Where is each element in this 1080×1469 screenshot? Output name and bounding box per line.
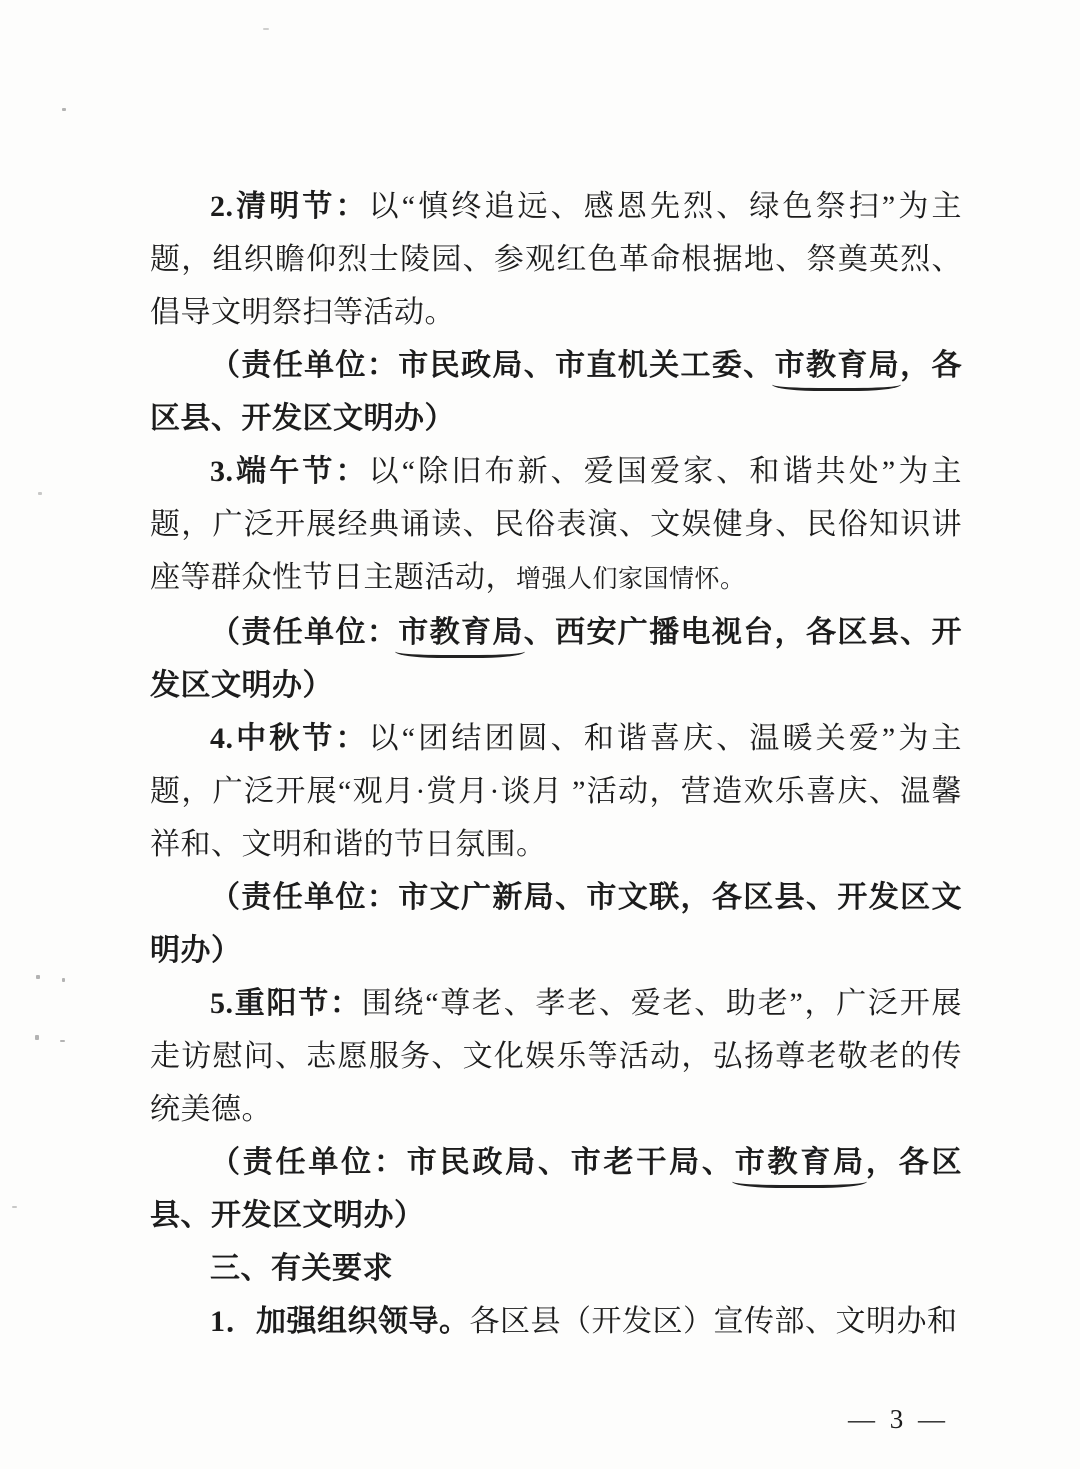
paragraph-qingming-festival [150, 180, 962, 339]
text-segment: （责任单位：市文广新局、市文联，各区县、开发区文明办） [150, 881, 962, 967]
text-segment: 各区县（开发区）宣传部、文明办和 [469, 1305, 958, 1338]
text-segment: （责任单位：市民政局、市老干局、 [210, 1146, 735, 1179]
paragraph-requirement-one [150, 1295, 962, 1348]
underlined-text-education-bureau: 市教育局 [734, 1146, 866, 1179]
festival-heading-duanwu: 3.端午节： [210, 455, 369, 488]
text-segment: 以“除旧布新、爱国爱家、和谐共处”为主题，广泛开展经典诵读、民俗表演、文娱健身、民俗知识讲座等群众性节日主题活动， [150, 455, 962, 594]
scan-speck [263, 28, 269, 30]
festival-heading-zhongqiu: 4.中秋节： [210, 722, 369, 755]
document-text-block [150, 180, 962, 1348]
paragraph-responsible-units-zhongqiu [150, 871, 962, 977]
scan-speck [35, 1035, 39, 1040]
section-heading-requirements [150, 1242, 962, 1295]
scan-speck [38, 492, 42, 495]
paragraph-responsible-units-chongyang [150, 1136, 962, 1242]
page-number: — 3 — [848, 1404, 949, 1434]
text-segment: 以“慎终追远、感恩先烈、绿色祭扫”为主题，组织瞻仰烈士陵园、参观红色革命根据地、祭奠英烈、倡导文明祭扫等活动。 [150, 190, 962, 329]
text-segment: （责任单位： [210, 616, 399, 649]
text-segment: 围绕“尊老、孝老、爱老、助老”，广泛开展走访慰问、志愿服务、文化娱乐等活动，弘扬尊老敬老的传统美德。 [150, 987, 963, 1126]
text-segment: 以“团结团圆、和谐喜庆、温暖关爱”为主题，广泛开展“观月·赏月·谈月 ”活动，营造欢乐喜庆、温馨祥和、文明和谐的节日氛围。 [150, 722, 962, 861]
requirement-heading: 1．加强组织领导。 [210, 1305, 470, 1338]
text-segment: （责任单位：市民政局、市直机关工委、 [210, 349, 775, 382]
scan-speck [36, 975, 40, 979]
paragraph-duanwu-festival [150, 445, 962, 606]
paragraph-responsible-units-duanwu [150, 606, 962, 712]
scan-speck [62, 978, 65, 982]
paragraph-zhongqiu-festival [150, 712, 962, 871]
text-segment: 、西安广播电视台，各区县、开发区文明办） [150, 616, 963, 702]
scan-speck [62, 108, 66, 111]
paragraph-responsible-units-qingming [150, 339, 962, 445]
underlined-text-education-bureau: 市教育局 [398, 616, 524, 649]
scan-speck [60, 1040, 65, 1042]
text-segment: ，各区县、开发区文明办） [150, 1146, 963, 1232]
underlined-text-education-bureau: 市教育局 [774, 349, 901, 382]
festival-heading-qingming: 2.清明节： [210, 190, 369, 223]
section-heading-text: 三、有关要求 [210, 1252, 393, 1285]
text-segment-small: 增强人们家国情怀。 [516, 566, 746, 593]
festival-heading-chongyang: 5.重阳节： [210, 987, 362, 1020]
scan-speck [12, 1206, 17, 1208]
text-segment: ，各区县、开发区文明办） [150, 349, 963, 435]
paragraph-chongyang-festival [150, 977, 962, 1136]
